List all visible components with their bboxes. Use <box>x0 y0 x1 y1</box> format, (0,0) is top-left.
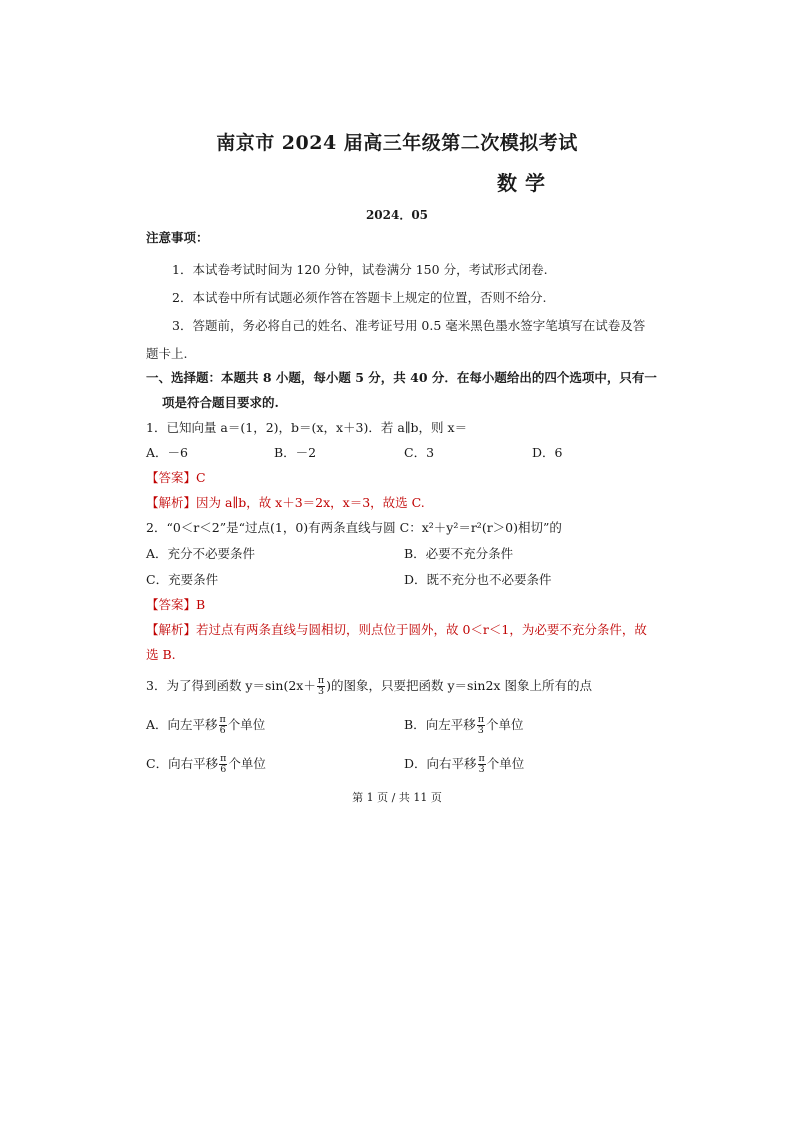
fraction-numerator: π <box>220 753 227 764</box>
fraction-numerator: π <box>478 753 485 764</box>
q1-stem: 1．已知向量 a＝(1，2)，b＝(x，x＋3)．若 a∥b，则 x＝ <box>146 420 468 435</box>
q2-stem: 2．“0＜r＜2”是“过点(1，0)有两条直线与圆 C：x²＋y²＝r²(r＞0)相切”的 <box>146 520 562 535</box>
option-text-pre: 向右平移 <box>426 756 477 771</box>
q2-option-c: C．充要条件 <box>146 572 219 587</box>
option-letter: D． <box>404 756 427 771</box>
q1-analysis: 【解析】因为 a∥b，故 x＋3＝2x，x＝3，故选 C. <box>146 495 425 510</box>
q2-analysis-line2: 选 B. <box>146 647 176 662</box>
option-text-post: 个单位 <box>485 717 524 732</box>
q3-option-b <box>404 715 523 736</box>
q2-option-a: A．充分不必要条件 <box>146 546 256 561</box>
q1-option-c: C．3 <box>404 445 435 460</box>
notice-item-1: 1．本试卷考试时间为 120 分钟，试卷满分 150 分，考试形式闭卷. <box>172 262 548 277</box>
q1-option-a: A．－6 <box>146 445 188 460</box>
section-heading-line1: 一、选择题：本题共 8 小题，每小题 5 分，共 40 分．在每小题给出的四个选项中，只有一 <box>146 370 657 385</box>
option-text-pre: 向左平移 <box>425 717 476 732</box>
q1-option-d: D．6 <box>532 445 563 460</box>
fraction-denominator: 3 <box>477 725 484 736</box>
notice-item-3: 3．答题前，务必将自己的姓名、准考证号用 0.5 毫米黑色墨水签字笔填写在试卷及答 <box>172 318 646 333</box>
option-text-post: 个单位 <box>486 756 525 771</box>
q1-answer: 【答案】C <box>146 470 206 485</box>
option-text-pre: 向右平移 <box>168 756 219 771</box>
q2-option-d: D．既不充分也不必要条件 <box>404 572 552 587</box>
option-fraction <box>478 754 486 775</box>
fraction-numerator: π <box>219 714 226 725</box>
q3-stem-fraction <box>317 676 325 697</box>
exam-subject: 数学 <box>497 171 553 195</box>
q3-option-c <box>146 754 266 775</box>
exam-date: 2024．05 <box>365 208 429 222</box>
notice-item-2: 2．本试卷中所有试题必须作答在答题卡上规定的位置，否则不给分. <box>172 290 547 305</box>
option-text-post: 个单位 <box>228 756 266 771</box>
option-letter: B． <box>404 717 426 732</box>
option-letter: C． <box>146 756 169 771</box>
notice-heading: 注意事项： <box>146 230 209 245</box>
q1-option-b: B．－2 <box>274 445 317 460</box>
option-fraction <box>219 715 227 736</box>
fraction-numerator: π <box>477 714 484 725</box>
fraction-numerator: π <box>317 675 325 686</box>
fraction-denominator: 3 <box>317 686 324 697</box>
q3-stem-pre: 3．为了得到函数 y＝sin(2x＋ <box>146 678 316 693</box>
fraction-denominator: 6 <box>219 725 226 736</box>
option-text-pre: 向左平移 <box>167 717 218 732</box>
option-letter: A． <box>146 717 168 732</box>
q3-stem <box>146 676 592 697</box>
q2-analysis-line1: 【解析】若过点有两条直线与圆相切，则点位于圆外，故 0＜r＜1，为必要不充分条件，故 <box>146 622 647 637</box>
option-text-post: 个单位 <box>227 717 266 732</box>
page-footer: 第 1 页 / 共 11 页 <box>352 791 442 804</box>
q3-option-a <box>146 715 265 736</box>
q2-answer: 【答案】B <box>146 597 206 612</box>
q3-stem-post: )的图象，只要把函数 y＝sin2x 图象上所有的点 <box>326 678 592 693</box>
fraction-denominator: 6 <box>220 764 227 775</box>
section-heading-line2: 项是符合题目要求的. <box>162 395 279 410</box>
q3-option-d <box>404 754 524 775</box>
q2-option-b: B．必要不充分条件 <box>404 546 514 561</box>
exam-title: 南京市 2024 届高三年级第二次模拟考试 <box>216 132 578 154</box>
fraction-denominator: 3 <box>478 764 485 775</box>
notice-item-3-cont: 题卡上. <box>146 346 188 361</box>
option-fraction <box>219 754 227 775</box>
option-fraction <box>477 715 485 736</box>
